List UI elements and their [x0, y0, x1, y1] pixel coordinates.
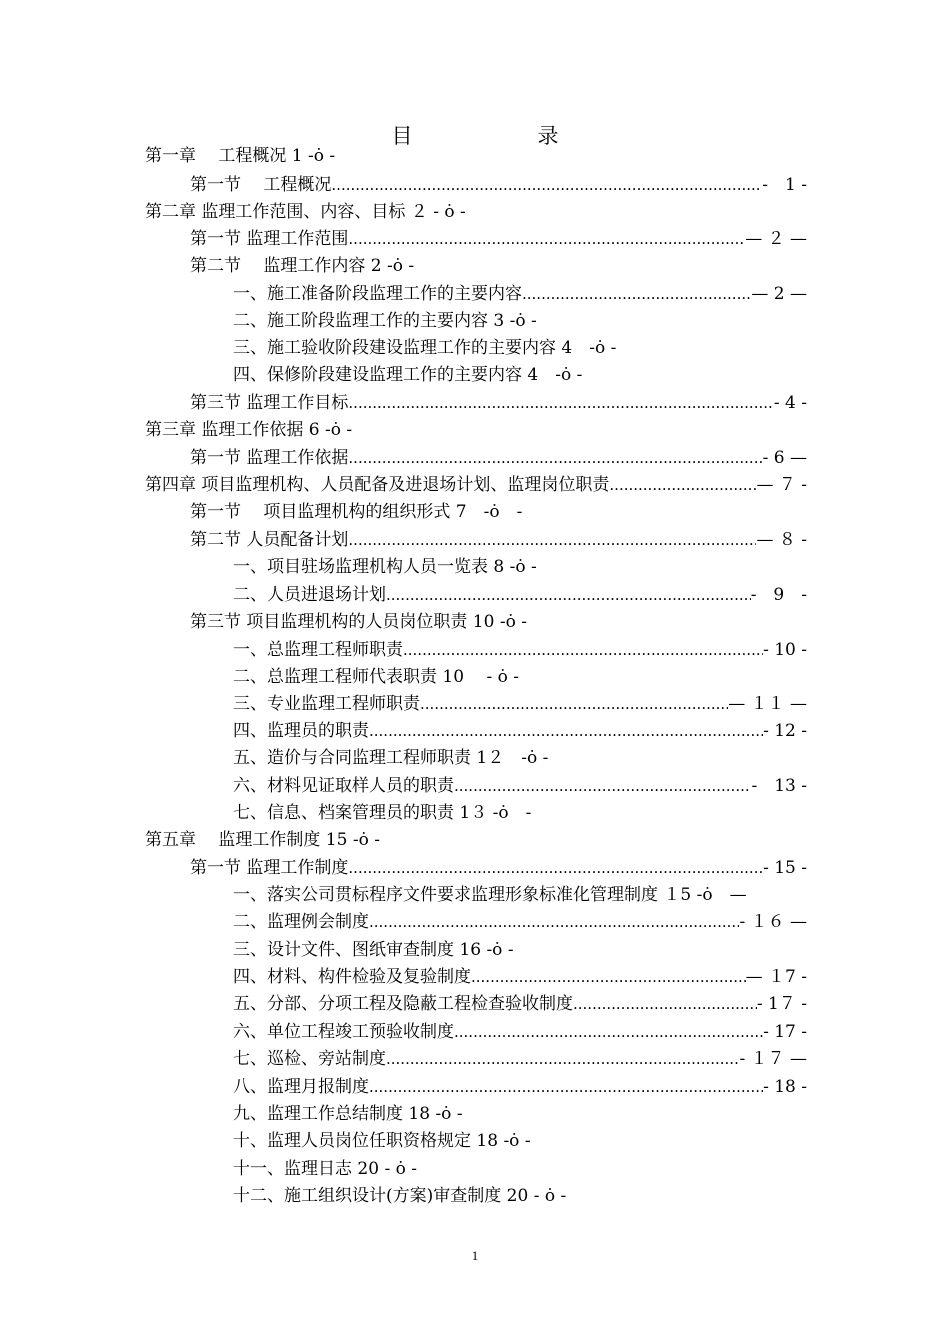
- dot-leader: [348, 445, 762, 472]
- toc-entry-item[interactable]: [233, 691, 807, 718]
- dot-leader: [348, 527, 756, 554]
- toc-entry-label: 第五章 监理工作制度 15 -ȯ -: [145, 830, 380, 850]
- toc-entry-page: - １７ —: [739, 1049, 807, 1069]
- toc-entry-label: 第一节 工程概况: [190, 175, 332, 195]
- dot-leader: [471, 964, 746, 991]
- toc-entry-label: 七、巡检、旁站制度: [233, 1049, 386, 1069]
- toc-entry-label: 第二章 监理工作范围、内容、目标 ２ - ȯ -: [145, 202, 466, 222]
- toc-entry-page: — ２ —: [745, 229, 807, 249]
- dot-leader: [369, 718, 763, 745]
- toc-entry-label: 第一节 项目监理机构的组织形式 7 -ȯ -: [190, 502, 523, 522]
- dot-leader: [609, 472, 756, 499]
- toc-entry-section[interactable]: [190, 253, 414, 280]
- toc-entry-chapter[interactable]: [145, 143, 335, 170]
- toc-entry-chapter[interactable]: [145, 827, 380, 854]
- toc-entry-label: 二、人员进退场计划: [233, 585, 386, 605]
- toc-entry-item[interactable]: [233, 637, 807, 664]
- toc-entry-section[interactable]: [190, 172, 807, 199]
- toc-entry-chapter[interactable]: [145, 199, 466, 226]
- toc-entry-label: 第一节 监理工作依据: [190, 448, 349, 468]
- toc-entry-item[interactable]: [233, 745, 548, 772]
- toc-entry-item[interactable]: [233, 664, 519, 691]
- toc-entry-label: 四、监理员的职责: [233, 721, 369, 741]
- toc-entry-label: 十二、施工组织设计(方案)审查制度 20 - ȯ -: [233, 1186, 567, 1206]
- page-number: 1: [471, 1248, 479, 1263]
- toc-entry-label: 五、分部、分项工程及隐蔽工程检查验收制度: [233, 994, 573, 1014]
- toc-entry-section[interactable]: [190, 445, 807, 472]
- dot-leader: [454, 773, 751, 800]
- dot-leader: [348, 855, 763, 882]
- toc-entry-item[interactable]: [233, 1101, 463, 1128]
- toc-entry-item[interactable]: [233, 1019, 807, 1046]
- toc-entry-page: - 10 -: [763, 640, 807, 660]
- toc-title: 目 录: [391, 124, 611, 148]
- toc-entry-item[interactable]: [233, 1074, 807, 1101]
- toc-entry-item[interactable]: [233, 882, 747, 909]
- toc-entry-item[interactable]: [233, 1183, 566, 1210]
- toc-entry-section[interactable]: [190, 609, 527, 636]
- toc-entry-label: 九、监理工作总结制度 18 -ȯ -: [233, 1104, 463, 1124]
- dot-leader: [369, 909, 739, 936]
- toc-entry-item[interactable]: [233, 362, 582, 389]
- dot-leader: [386, 1046, 739, 1073]
- toc-entry-section[interactable]: [190, 499, 522, 526]
- toc-entry-page: — ８ -: [756, 530, 807, 550]
- toc-entry-item[interactable]: [233, 991, 807, 1018]
- toc-entry-label: 三、设计文件、图纸审查制度 16 -ȯ -: [233, 940, 514, 960]
- toc-entry-label: 二、施工阶段监理工作的主要内容 3 -ȯ -: [233, 311, 537, 331]
- toc-entry-label: 八、监理月报制度: [233, 1077, 369, 1097]
- toc-entry-page: - 4 -: [773, 393, 807, 413]
- toc-entry-label: 四、保修阶段建设监理工作的主要内容 4 -ȯ -: [233, 365, 583, 385]
- toc-entry-page: - 17 -: [763, 1022, 807, 1042]
- toc-entry-item[interactable]: [233, 1046, 807, 1073]
- toc-entry-item[interactable]: [233, 800, 531, 827]
- toc-entry-section[interactable]: [190, 855, 807, 882]
- toc-entry-label: 十、监理人员岗位任职资格规定 18 -ȯ -: [233, 1131, 531, 1151]
- toc-entry-chapter[interactable]: [145, 417, 352, 444]
- toc-entry-item[interactable]: [233, 281, 807, 308]
- toc-entry-item[interactable]: [233, 773, 807, 800]
- toc-entry-label: 第一节 监理工作范围: [190, 229, 349, 249]
- toc-entry-label: 第三节 监理工作目标: [190, 393, 349, 413]
- toc-entry-label: 第一章 工程概况 1 -ȯ -: [145, 146, 336, 166]
- toc-entry-item[interactable]: [233, 335, 616, 362]
- toc-entry-page: — 2 —: [751, 284, 807, 304]
- toc-entry-label: 六、材料见证取样人员的职责: [233, 776, 454, 796]
- toc-entry-page: — ７ -: [756, 475, 807, 495]
- toc-entry-page: - 1 -: [762, 175, 807, 195]
- toc-entry-page: - １６ —: [739, 912, 807, 932]
- toc-entry-label: 十一、监理日志 20 - ȯ -: [233, 1159, 417, 1179]
- toc-entry-page: - 13 -: [751, 776, 807, 796]
- toc-entry-label: 第二节 人员配备计划: [190, 530, 349, 550]
- toc-entry-label: 四、材料、构件检验及复验制度: [233, 967, 471, 987]
- toc-entry-label: 三、施工验收阶段建设监理工作的主要内容 4 -ȯ -: [233, 338, 617, 358]
- toc-entry-page: - 18 -: [763, 1077, 807, 1097]
- dot-leader: [573, 991, 757, 1018]
- toc-entry-item[interactable]: [233, 909, 807, 936]
- toc-entry-label: 第一节 监理工作制度: [190, 858, 349, 878]
- toc-entry-label: 二、监理例会制度: [233, 912, 369, 932]
- dot-leader: [348, 390, 773, 417]
- toc-entry-page: - 1７ -: [756, 994, 807, 1014]
- toc-entry-chapter[interactable]: [145, 472, 807, 499]
- toc-entry-item[interactable]: [233, 937, 514, 964]
- toc-entry-page: — １１ —: [728, 694, 807, 714]
- toc-entry-page: — １7 -: [745, 967, 807, 987]
- toc-entry-label: 七、信息、档案管理员的职责 1３ -ȯ -: [233, 803, 532, 823]
- dot-leader: [403, 637, 763, 664]
- toc-entry-label: 一、总监理工程师职责: [233, 640, 403, 660]
- toc-entry-section[interactable]: [190, 390, 807, 417]
- toc-entry-item[interactable]: [233, 554, 537, 581]
- dot-leader: [454, 1019, 763, 1046]
- toc-entry-item[interactable]: [233, 1128, 531, 1155]
- toc-entry-item[interactable]: [233, 308, 537, 335]
- toc-entry-label: 一、落实公司贯标程序文件要求监理形象标准化管理制度 １5 -ȯ —: [233, 885, 747, 905]
- toc-entry-item[interactable]: [233, 964, 807, 991]
- toc-entry-page: - 12 -: [763, 721, 807, 741]
- toc-entry-label: 第四章 项目监理机构、人员配备及进退场计划、监理岗位职责: [145, 475, 610, 495]
- dot-leader: [348, 226, 745, 253]
- dot-leader: [522, 281, 751, 308]
- toc-entry-page: - 15 -: [763, 858, 807, 878]
- toc-entry-label: 第三章 监理工作依据 6 -ȯ -: [145, 420, 353, 440]
- toc-entry-item[interactable]: [233, 582, 807, 609]
- toc-entry-label: 一、施工准备阶段监理工作的主要内容: [233, 284, 522, 304]
- toc-entry-page: - 6 —: [762, 448, 807, 468]
- toc-entry-item[interactable]: [233, 1156, 417, 1183]
- toc-entry-label: 第二节 监理工作内容 2 -ȯ -: [190, 256, 415, 276]
- toc-entry-label: 一、项目驻场监理机构人员一览表 8 -ȯ -: [233, 557, 537, 577]
- toc-entry-label: 第三节 项目监理机构的人员岗位职责 10 -ȯ -: [190, 612, 527, 632]
- dot-leader: [331, 172, 762, 199]
- toc-entry-page: - 9 -: [750, 585, 807, 605]
- dot-leader: [386, 582, 751, 609]
- toc-entry-label: 六、单位工程竣工预验收制度: [233, 1022, 454, 1042]
- toc-entry-item[interactable]: [233, 718, 807, 745]
- toc-entry-section[interactable]: [190, 527, 807, 554]
- toc-entry-label: 三、专业监理工程师职责: [233, 694, 420, 714]
- toc-entry-label: 五、造价与合同监理工程师职责 1２ -ȯ -: [233, 748, 549, 768]
- toc-entry-section[interactable]: [190, 226, 807, 253]
- dot-leader: [420, 691, 728, 718]
- toc-entry-label: 二、总监理工程师代表职责 10 - ȯ -: [233, 667, 519, 687]
- dot-leader: [369, 1074, 763, 1101]
